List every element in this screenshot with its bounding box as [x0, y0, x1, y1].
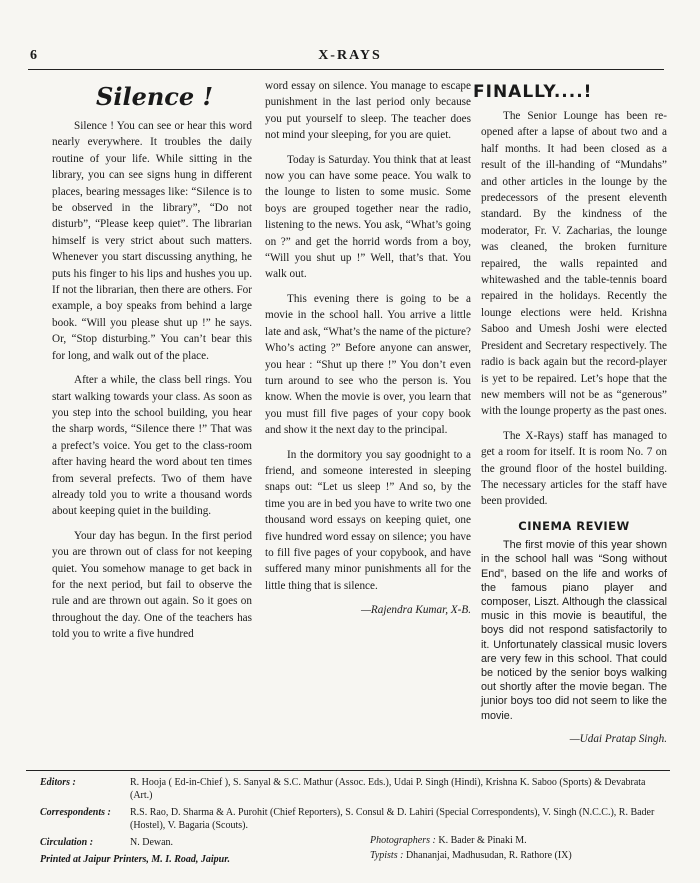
photographers-label: Photographers :: [370, 835, 436, 846]
typists-value: Dhananjai, Madhusudan, R. Rathore (IX): [405, 850, 572, 861]
typists-label: Typists :: [370, 850, 404, 861]
header-rule: [28, 69, 664, 70]
circulation-label: Circulation :: [40, 837, 94, 848]
finally-paragraph-2: The X-Rays) staff has managed to get a room for itself. It is room No. 7 on the ground floor of the hostel building. The necessary articles for the staff have been provided.: [481, 429, 667, 508]
page-number: 6: [30, 48, 37, 63]
finally-paragraph-1: The Senior Lounge has been re-opened after a lapse of about two and a half months. It had been closed as a result of the ill-handing of “Mundahs” and other articles in the lounge by the predecessors of the present eleventh standard. By the kindness of the moderator, Fr. V. Zacharias, the lounge was cleaned, the broken furniture repaired, the walls repainted and whitewashed and the table-tennis board repaired in the holidays. Recently the lounge elections were held. Krishna Saboo and Umesh Joshi were elected President and Secretary respectively. The radio is back again but the record-player is yet to be repaired. Let’s hope that the new members will not be as “generous” with the lounge property as the past ones.: [481, 110, 667, 418]
typists-row: [370, 850, 572, 861]
correspondents-value: R.S. Rao, D. Sharma & A. Purohit (Chief Reporters), S. Consul & D. Lahiri (Special Correspondents), V. Singh (N.C.C.), R. Bader (Hostel), V. Bagaria (Scouts).: [130, 807, 655, 831]
photographers-row: [370, 835, 527, 846]
photographers-value: K. Bader & Pinaki M.: [438, 835, 527, 846]
footer-rule: [26, 770, 670, 771]
correspondents-row: [40, 806, 670, 832]
cinema-review-author: —Udai Pratap Singh.: [569, 732, 667, 745]
silence-paragraph-2: After a while, the class bell rings. You start walking towards your class. As soon as you step into the school building, you hear the sharp words, “Silence there !” That was a prefect’s voice. You get to the class-room after having heard the word about ten times from several prefects. Two of them have already told you to write a thousand words about keeping quiet in the building.: [52, 374, 252, 518]
correspondents-label: Correspondents :: [40, 807, 111, 818]
silence-heading: Silence !: [96, 82, 214, 111]
printer-line: Printed at Jaipur Printers, M. I. Road, Jaipur.: [40, 854, 231, 865]
silence-paragraph-5: Today is Saturday. You think that at least now you can have some peace. You walk to the lounge to listen to some music. Some boys are grouped together near the radio, listening to the news. You ask, “What’s going on ?” and get the horrid words from a boy, “Will you shut up !” Well, that’s that. You walk out.: [265, 153, 471, 281]
silence-paragraph-7: In the dormitory you say goodnight to a friend, and someone interested in sleeping snaps out: “Let us sleep !” And so, by the time you are in bed you have to write two one thousand word essays on keeping quiet, one five hundred word essay on silence; you have to fill five pages of your copybook, and have suffered many minor punishments all for the little thing that is silence.: [265, 448, 471, 592]
column-one: [52, 118, 252, 651]
editors-value: R. Hooja ( Ed-in-Chief ), S. Sanyal & S.C. Mathur (Assoc. Eds.), Udai P. Singh (Hindi), Krishna K. Saboo (Sports) & Devabrata (Art.): [130, 777, 646, 801]
circulation-value: N. Dewan.: [130, 837, 174, 848]
silence-paragraph-4: word essay on silence. You manage to escape punishment in the last period only because you put yourself to sleep. The teacher does not mind your sleeping, for you are quiet.: [265, 80, 471, 142]
circulation-row: [40, 836, 670, 849]
silence-author: —Rajendra Kumar, X-B.: [360, 604, 471, 617]
silence-paragraph-3: Your day has begun. In the first period you are thrown out of class for not keeping quiet. You somehow manage to get back in for the next period, but fail to observe the rule and are thrown out again. So it goes on throughout the day. One of the teachers has told you to write a five hundred: [52, 529, 252, 641]
publication-title: X-RAYS: [318, 48, 382, 63]
cinema-review-heading: CINEMA REVIEW: [518, 518, 630, 533]
credits-block: [40, 776, 670, 853]
column-three: [481, 108, 667, 747]
editors-row: [40, 776, 670, 802]
silence-paragraph-1: Silence ! You can see or hear this word nearly everywhere. It troubles the daily routine of your life. While sitting in the library, you can see signs hung in different places, bearing messages like: “Silence is to be observed in the library”, “Do not disturb”, “Please keep quiet”. The librarian himself is very strict about such matters. Whenever you start discussing anything, he puts his finger to his lips and hushes you up. If not the librarian, then there are others. For example, a boy speaks from behind a large book. “Will you please shut up !” he says. Or, “Stop disturbing.” You can’t bear this for long, and walk out of the place.: [52, 120, 252, 362]
silence-paragraph-6: This evening there is going to be a movie in the school hall. You arrive a little late and ask, “What’s the name of the picture? Who’s acting ?” Before anyone can answer, you hear : “Shut up there !” You don’t even turn around to see who the person is. You know. When the movie is over, you learn that you must fill five pages of your copy book and show it the next day to the principal.: [265, 292, 471, 437]
finally-heading: FINALLY....!: [473, 82, 593, 102]
editors-label: Editors :: [40, 777, 76, 788]
cinema-review-text: The first movie of this year shown in the school hall was “Song without End”, based on the life and works of the famous piano player and composer, Liszt. Although the classical music in this movie is beautiful, the boys did not respond satisfactorily to it. Unfortunately classical music lovers are very few in this school. That could be noticed by the senior boys walking out shortly after the movie began. The junior boys too did not seem to like the movie.: [481, 539, 667, 722]
column-two: [265, 78, 471, 619]
